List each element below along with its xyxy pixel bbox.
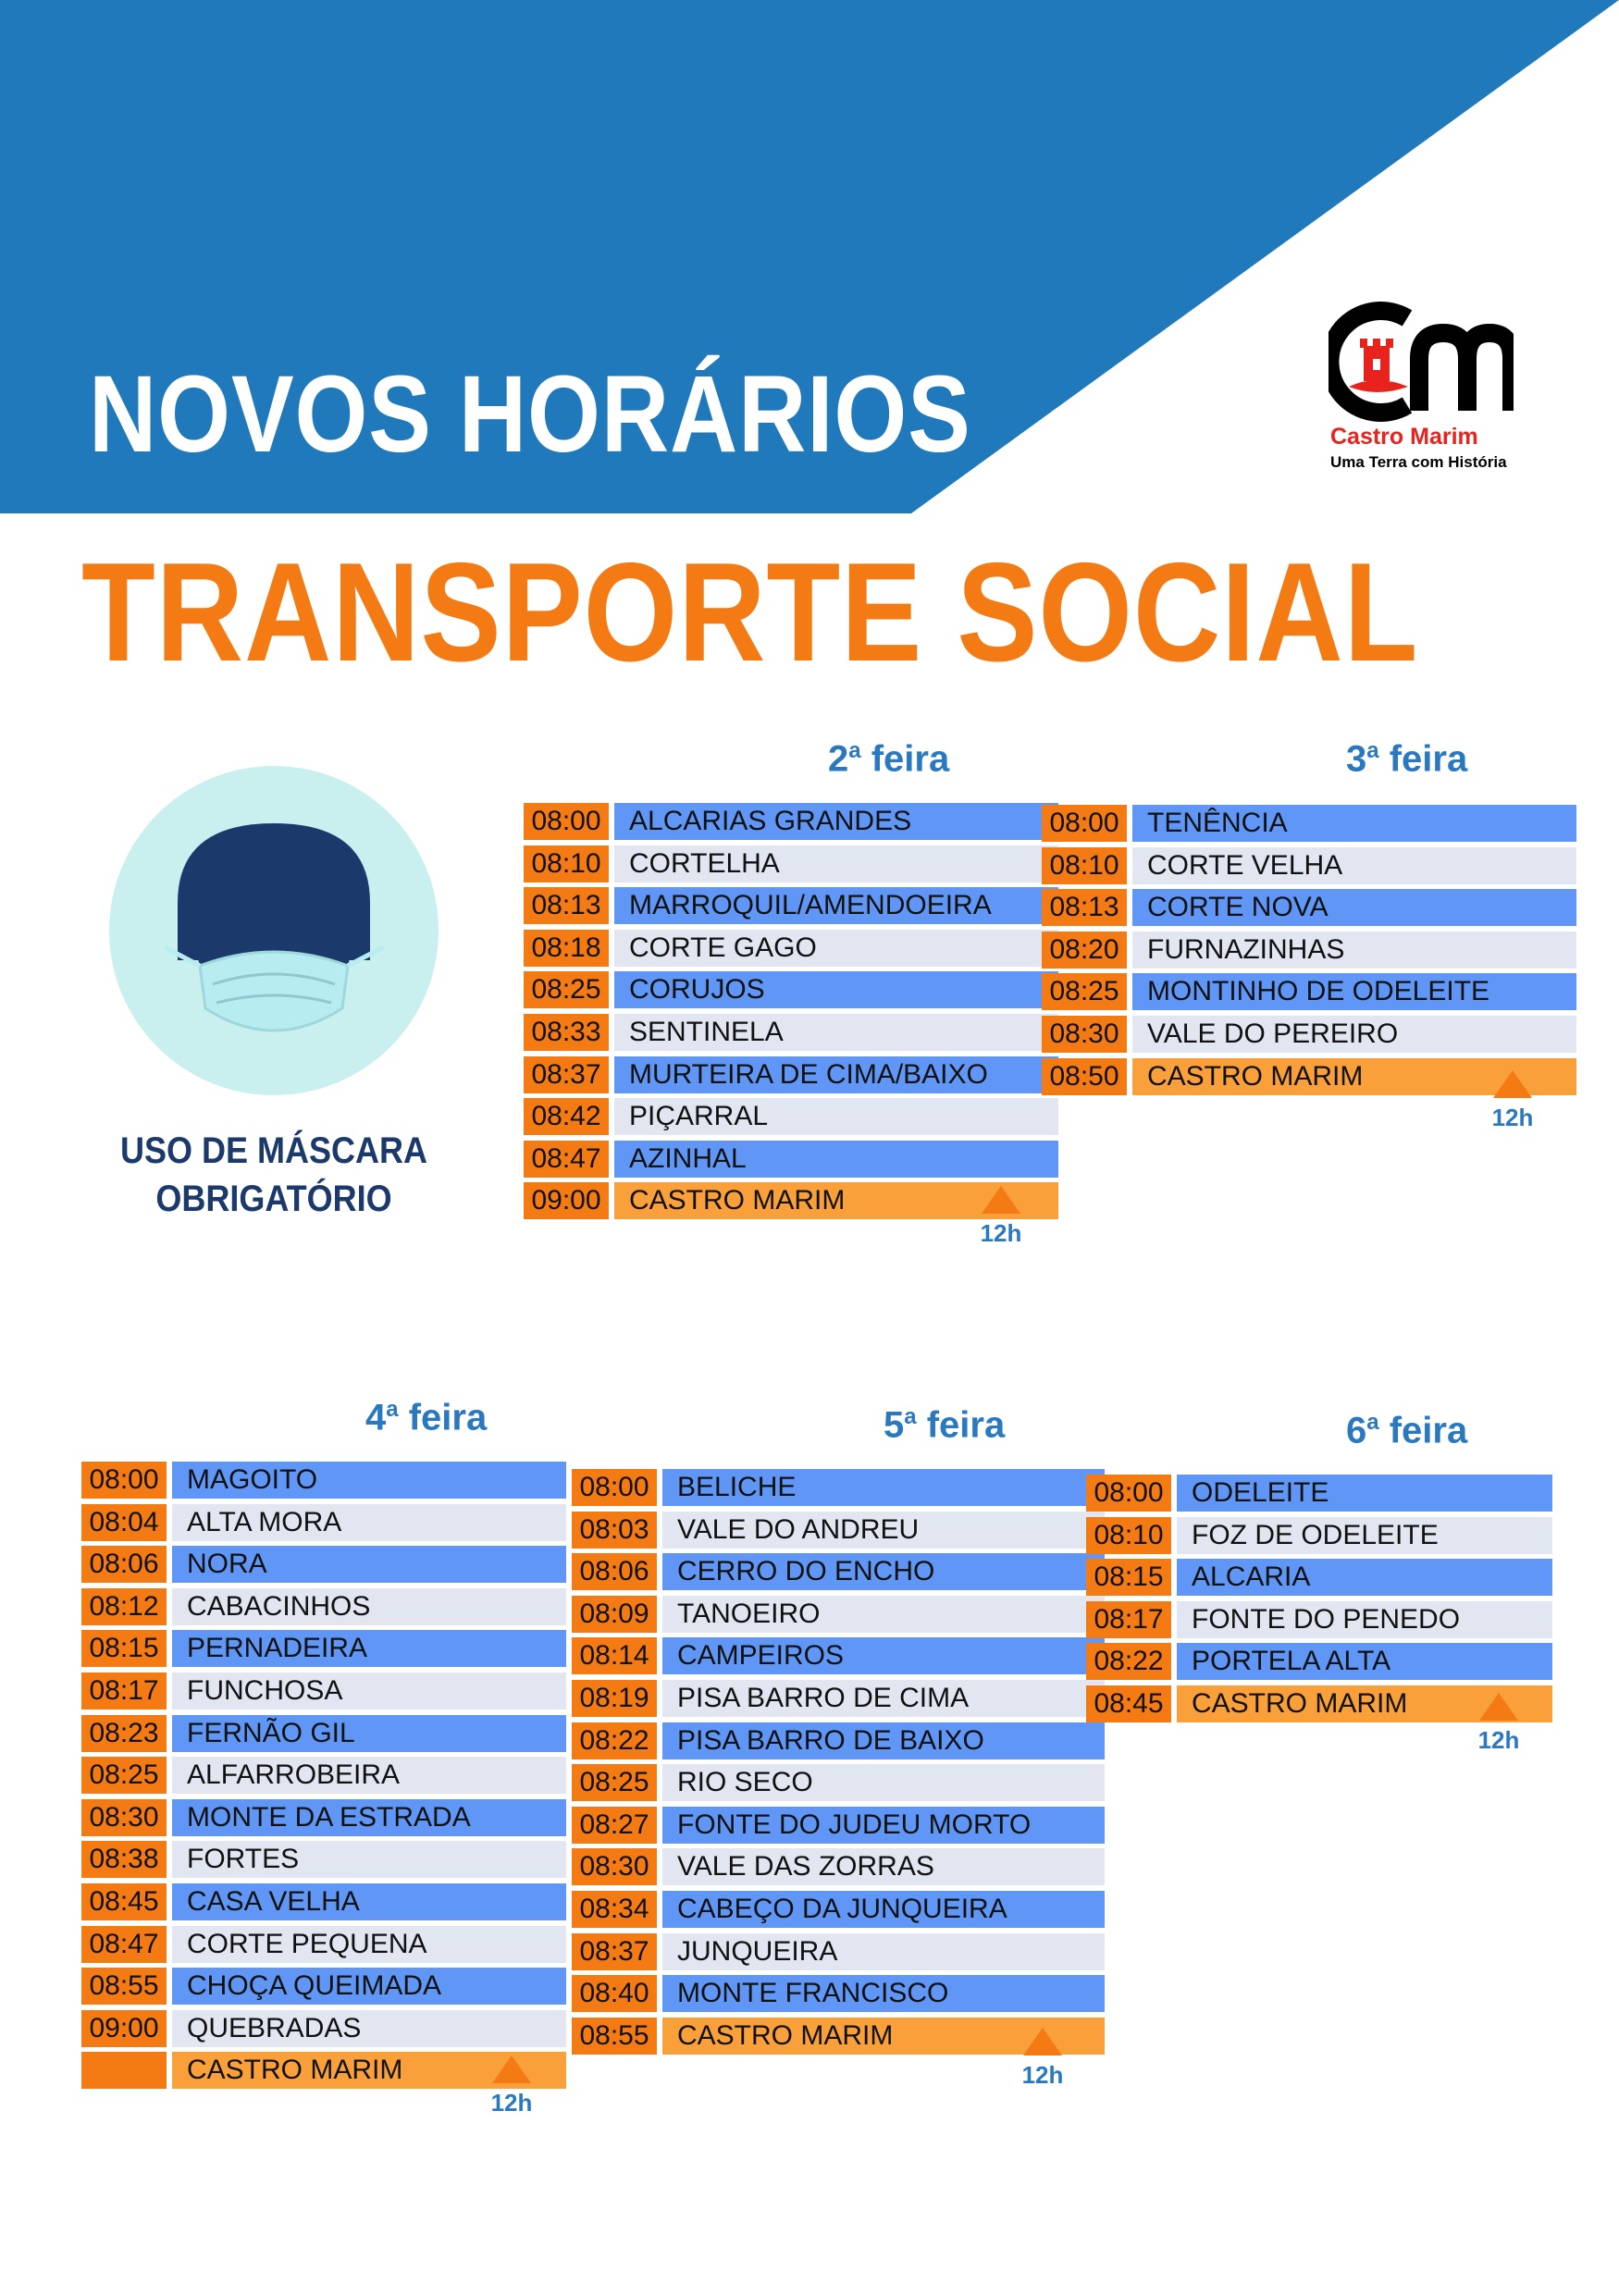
stop-name: MAGOITO — [172, 1462, 566, 1499]
departure-time: 08:18 — [524, 930, 609, 967]
departure-time: 08:25 — [572, 1764, 657, 1801]
departure-time: 08:09 — [572, 1596, 657, 1633]
departure-time: 08:06 — [572, 1553, 657, 1590]
return-label: 12h — [1477, 1726, 1520, 1754]
schedule-row — [81, 1968, 566, 2005]
departure-time: 08:25 — [524, 971, 609, 1008]
day-title-5 — [884, 1404, 1005, 1446]
stop-name: QUEBRADAS — [172, 2010, 566, 2047]
stop-name: SENTINELA — [614, 1014, 1058, 1051]
day-number: 5 — [884, 1404, 905, 1446]
departure-time: 08:13 — [1042, 889, 1127, 926]
schedule-row — [81, 1504, 566, 1541]
schedule-row — [524, 803, 1058, 840]
schedule-row — [524, 1014, 1058, 1051]
stop-name: CORTE PEQUENA — [172, 1926, 566, 1963]
schedule-row — [81, 1883, 566, 1920]
departure-time: 08:20 — [1042, 932, 1127, 969]
departure-time: 08:14 — [572, 1637, 657, 1674]
departure-time: 09:00 — [524, 1182, 609, 1219]
stop-name: ALTA MORA — [172, 1504, 566, 1541]
stop-name: PERNADEIRA — [172, 1630, 566, 1667]
schedule-row — [524, 1098, 1058, 1135]
schedule-row — [572, 1848, 1105, 1885]
departure-time: 08:47 — [81, 1926, 167, 1963]
departure-time: 08:15 — [1086, 1559, 1171, 1596]
departure-time: 08:12 — [81, 1588, 167, 1625]
stop-name: VALE DO ANDREU — [662, 1512, 1105, 1549]
stop-name: CABACINHOS — [172, 1588, 566, 1625]
stop-name: FONTE DO PENEDO — [1177, 1601, 1552, 1638]
schedule-row — [524, 930, 1058, 967]
return-label: 12h — [1491, 1104, 1534, 1131]
stop-name: FERNÃO GIL — [172, 1715, 566, 1752]
stop-name: CORTE NOVA — [1132, 889, 1576, 926]
return-time-5 — [1015, 2028, 1070, 2102]
day-title-6 — [1346, 1410, 1467, 1451]
stop-name: CORTE VELHA — [1132, 847, 1576, 884]
departure-time: 08:10 — [1086, 1517, 1171, 1554]
day-ordinal: a — [1366, 1410, 1379, 1435]
schedule-row — [81, 1715, 566, 1752]
departure-time: 08:22 — [1086, 1643, 1171, 1680]
day-ordinal: a — [904, 1404, 917, 1429]
schedule-row — [1086, 1475, 1552, 1512]
schedule-row — [572, 1680, 1105, 1717]
return-label: 12h — [1021, 2061, 1064, 2089]
page-subtitle: TRANSPORTE SOCIAL — [81, 534, 1419, 691]
day-word: feira — [1378, 738, 1468, 780]
schedule-row — [81, 1841, 566, 1878]
departure-time: 08:00 — [572, 1469, 657, 1506]
stop-name: CASTRO MARIM — [1177, 1685, 1552, 1722]
schedule-row — [572, 1637, 1105, 1674]
departure-time: 08:55 — [81, 1968, 167, 2005]
day-word: feira — [398, 1397, 488, 1438]
schedule-row — [81, 1588, 566, 1625]
stop-name: CORUJOS — [614, 971, 1058, 1008]
schedule-row — [524, 971, 1058, 1008]
day-title-2 — [828, 738, 949, 780]
schedule-row — [1086, 1559, 1552, 1596]
stop-name: CABEÇO DA JUNQUEIRA — [662, 1891, 1105, 1928]
stop-name: VALE DAS ZORRAS — [662, 1848, 1105, 1885]
stop-name: PIÇARRAL — [614, 1098, 1058, 1135]
stop-name: CERRO DO ENCHO — [662, 1553, 1105, 1590]
day-number: 2 — [828, 738, 849, 780]
schedule-row — [1042, 932, 1576, 969]
departure-time: 08:42 — [524, 1098, 609, 1135]
departure-time: 08:17 — [1086, 1601, 1171, 1638]
departure-time: 08:25 — [81, 1757, 167, 1794]
stop-name: ALCARIA — [1177, 1559, 1552, 1596]
stop-name: FURNAZINHAS — [1132, 932, 1576, 969]
schedule-row — [1042, 805, 1576, 842]
departure-time: 08:34 — [572, 1891, 657, 1928]
departure-time: 08:19 — [572, 1680, 657, 1717]
departure-time: 08:37 — [524, 1056, 609, 1093]
stop-name: PORTELA ALTA — [1177, 1643, 1552, 1680]
departure-time: 08:50 — [1042, 1058, 1127, 1095]
schedule-row — [572, 1891, 1105, 1928]
stop-name: MURTEIRA DE CIMA/BAIXO — [614, 1056, 1058, 1093]
face-mask-icon — [109, 766, 439, 1095]
departure-time — [81, 2052, 167, 2089]
schedule-row — [572, 1933, 1105, 1970]
schedule-row — [81, 1926, 566, 1963]
stop-name: CASA VELHA — [172, 1883, 566, 1920]
return-label: 12h — [980, 1219, 1022, 1247]
return-triangle-icon — [982, 1186, 1020, 1214]
day-number: 3 — [1346, 738, 1367, 780]
stop-name: ALFARROBEIRA — [172, 1757, 566, 1794]
day-ordinal: a — [1366, 738, 1379, 763]
stop-name: CORTE GAGO — [614, 930, 1058, 967]
departure-time: 08:13 — [524, 887, 609, 924]
stop-name: MARROQUIL/AMENDOEIRA — [614, 887, 1058, 924]
day-word: feira — [916, 1404, 1006, 1446]
mask-notice-line1: USO DE MÁSCARA — [119, 1130, 428, 1171]
stop-name: ODELEITE — [1177, 1475, 1552, 1512]
departure-time: 08:23 — [81, 1715, 167, 1752]
schedule-row — [524, 846, 1058, 883]
stop-name: CAMPEIROS — [662, 1637, 1105, 1674]
day-word: feira — [1378, 1410, 1468, 1451]
stop-name: AZINHAL — [614, 1141, 1058, 1178]
stop-name: VALE DO PEREIRO — [1132, 1016, 1576, 1053]
departure-time: 08:40 — [572, 1975, 657, 2012]
stop-name: ALCARIAS GRANDES — [614, 803, 1058, 840]
return-time-2 — [973, 1186, 1029, 1260]
schedule-row — [1042, 847, 1576, 884]
mask-notice — [103, 1127, 446, 1223]
stop-name: MONTINHO DE ODELEITE — [1132, 973, 1576, 1010]
stop-name: CASTRO MARIM — [662, 2018, 1105, 2055]
schedule-row — [572, 1553, 1105, 1590]
stop-name: FONTE DO JUDEU MORTO — [662, 1807, 1105, 1844]
departure-time: 08:22 — [572, 1722, 657, 1759]
stop-name: NORA — [172, 1546, 566, 1583]
departure-time: 08:38 — [81, 1841, 167, 1878]
departure-time: 08:06 — [81, 1546, 167, 1583]
schedule-row — [572, 1764, 1105, 1801]
stop-name: TANOEIRO — [662, 1596, 1105, 1633]
stop-name: FUNCHOSA — [172, 1673, 566, 1710]
stop-name: CORTELHA — [614, 846, 1058, 883]
logo-name: Castro Marim — [1330, 424, 1478, 450]
schedule-row — [572, 1807, 1105, 1844]
return-time-3 — [1485, 1070, 1540, 1144]
return-triangle-icon — [492, 2055, 531, 2083]
schedule-row — [1042, 973, 1576, 1010]
schedule-row — [81, 1546, 566, 1583]
departure-time: 08:15 — [81, 1630, 167, 1667]
schedule-row — [1086, 1517, 1552, 1554]
schedule-row — [81, 2010, 566, 2047]
stop-name: MONTE DA ESTRADA — [172, 1799, 566, 1836]
departure-time: 08:00 — [1042, 805, 1127, 842]
return-triangle-icon — [1479, 1693, 1518, 1721]
schedule-row — [81, 1757, 566, 1794]
castro-marim-logo — [1321, 294, 1534, 470]
schedule-row — [572, 1722, 1105, 1759]
return-time-4 — [484, 2055, 539, 2129]
departure-time: 08:45 — [1086, 1685, 1171, 1722]
return-triangle-icon — [1023, 2028, 1062, 2055]
departure-time: 08:30 — [1042, 1016, 1127, 1053]
logo-tagline: Uma Terra com História — [1330, 453, 1507, 471]
schedule-row — [81, 1673, 566, 1710]
departure-time: 08:04 — [81, 1504, 167, 1541]
day-ordinal: a — [386, 1397, 399, 1422]
departure-time: 08:45 — [81, 1883, 167, 1920]
departure-time: 08:03 — [572, 1512, 657, 1549]
schedule-row — [81, 1630, 566, 1667]
stop-name: BELICHE — [662, 1469, 1105, 1506]
day-title-4 — [365, 1397, 487, 1438]
departure-time: 08:47 — [524, 1141, 609, 1178]
schedule-row — [524, 1056, 1058, 1093]
schedule-row — [524, 1141, 1058, 1178]
day-ordinal: a — [848, 738, 861, 763]
departure-time: 08:00 — [81, 1462, 167, 1499]
departure-time: 08:00 — [1086, 1475, 1171, 1512]
stop-name: CHOÇA QUEIMADA — [172, 1968, 566, 2005]
stop-name: FORTES — [172, 1841, 566, 1878]
stop-name: PISA BARRO DE CIMA — [662, 1680, 1105, 1717]
day-word: feira — [860, 738, 950, 780]
stop-name: CASTRO MARIM — [172, 2052, 566, 2089]
schedule-row — [572, 1596, 1105, 1633]
day-number: 6 — [1346, 1410, 1367, 1451]
departure-time: 08:10 — [524, 846, 609, 883]
page-title: NOVOS HORÁRIOS — [89, 353, 971, 475]
stop-name: PISA BARRO DE BAIXO — [662, 1722, 1105, 1759]
departure-time: 09:00 — [81, 2010, 167, 2047]
return-label: 12h — [490, 2089, 533, 2117]
stop-name: FOZ DE ODELEITE — [1177, 1517, 1552, 1554]
departure-time: 08:17 — [81, 1673, 167, 1710]
departure-time: 08:55 — [572, 2018, 657, 2055]
stop-name: RIO SECO — [662, 1764, 1105, 1801]
schedule-row — [1042, 1016, 1576, 1053]
schedule-row — [1086, 1643, 1552, 1680]
schedule-row — [572, 1512, 1105, 1549]
stop-name: TENÊNCIA — [1132, 805, 1576, 842]
departure-time: 08:25 — [1042, 973, 1127, 1010]
day-title-3 — [1346, 738, 1467, 780]
schedule-row — [572, 1469, 1105, 1506]
schedule-row — [81, 1799, 566, 1836]
schedule-row — [1042, 889, 1576, 926]
return-time-6 — [1471, 1693, 1526, 1767]
stop-name: CASTRO MARIM — [1132, 1058, 1576, 1095]
schedule-row — [572, 1975, 1105, 2012]
castro-marim-logo-mark — [1329, 302, 1514, 422]
departure-time: 08:10 — [1042, 847, 1127, 884]
departure-time: 08:33 — [524, 1014, 609, 1051]
day-number: 4 — [365, 1397, 387, 1438]
schedule-row — [1086, 1601, 1552, 1638]
schedule-row — [524, 887, 1058, 924]
departure-time: 08:30 — [81, 1799, 167, 1836]
departure-time: 08:00 — [524, 803, 609, 840]
departure-time: 08:27 — [572, 1807, 657, 1844]
stop-name: MONTE FRANCISCO — [662, 1975, 1105, 2012]
stop-name: CASTRO MARIM — [614, 1182, 1058, 1219]
schedule-row — [81, 1462, 566, 1499]
return-triangle-icon — [1493, 1070, 1532, 1098]
departure-time: 08:37 — [572, 1933, 657, 1970]
departure-time: 08:30 — [572, 1848, 657, 1885]
mask-notice-line2: OBRIGATÓRIO — [155, 1179, 392, 1219]
stop-name: JUNQUEIRA — [662, 1933, 1105, 1970]
